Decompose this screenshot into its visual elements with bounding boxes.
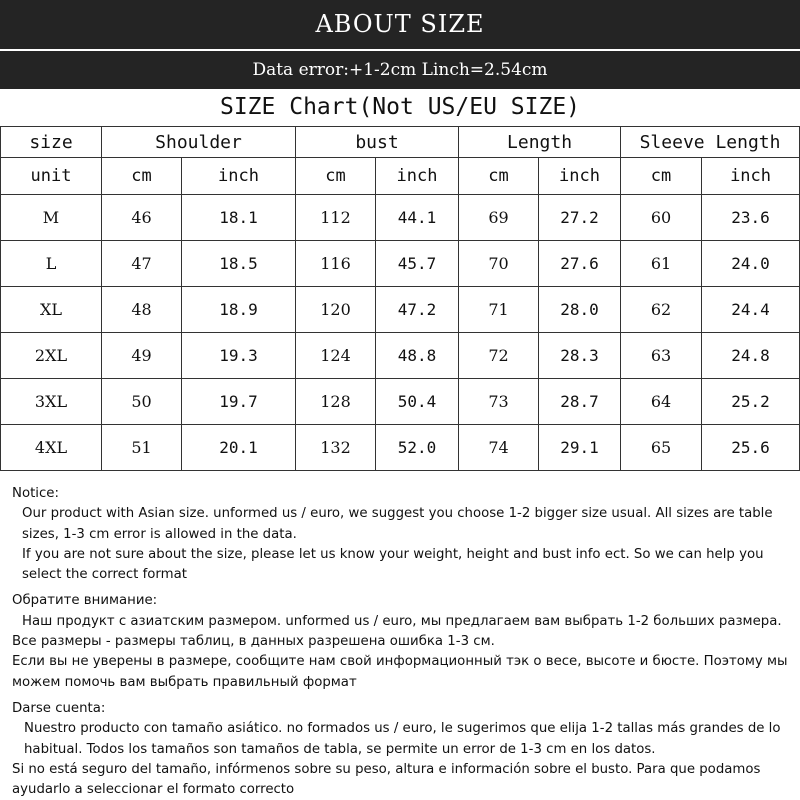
table-row (1, 425, 800, 471)
table-cell: 70 (459, 241, 539, 287)
table-cell: 128 (296, 379, 376, 425)
table-cell: 52.0 (376, 425, 459, 471)
unit-cell: cm (102, 158, 182, 195)
table-cell: 28.3 (539, 333, 621, 379)
column-header: Sleeve Length (621, 127, 800, 158)
size-cell: M (1, 195, 102, 241)
table-cell: 73 (459, 379, 539, 425)
unit-cell: inch (182, 158, 296, 195)
size-chart-title: SIZE Chart(Not US/EU SIZE) (219, 94, 581, 120)
table-cell: 71 (459, 287, 539, 333)
table-cell: 28.7 (539, 379, 621, 425)
unit-cell: cm (459, 158, 539, 195)
table-row (1, 287, 800, 333)
table-cell: 49 (102, 333, 182, 379)
table-cell: 61 (621, 241, 702, 287)
notice-paragraph: Наш продукт с азиатским размером. unformed us / euro, мы предлагаем вам выбрать 1-2 больших размера. (22, 613, 782, 629)
notice-paragraph: Si no está seguro del tamaño, infórmenos sobre su peso, altura e información sobre el busto. Para que podamos ayudarlo a seleccionar el formato correcto (12, 761, 761, 798)
notice-paragraph: Если вы не уверены в размере, сообщите нам свой информационный тэк о весе, высоте и бюсте. Поэтому мы можем помочь вам выбрать правильный формат (12, 654, 788, 690)
table-row (1, 379, 800, 425)
table-cell: 27.6 (539, 241, 621, 287)
table-cell: 64 (621, 379, 702, 425)
table-cell: 24.8 (702, 333, 800, 379)
table-cell: 24.0 (702, 241, 800, 287)
table-cell: 47.2 (376, 287, 459, 333)
unit-cell: inch (539, 158, 621, 195)
table-cell: 120 (296, 287, 376, 333)
table-cell: 51 (102, 425, 182, 471)
unit-cell: inch (702, 158, 800, 195)
unit-cell: cm (296, 158, 376, 195)
table-header-row (1, 127, 800, 158)
table-cell: 60 (621, 195, 702, 241)
table-cell: 50.4 (376, 379, 459, 425)
notice-paragraph: If you are not sure about the size, please let us know your weight, height and bust info ect. So we can help you select the correct format (22, 546, 764, 583)
about-size-banner (0, 0, 800, 89)
table-cell: 48 (102, 287, 182, 333)
table-cell: 63 (621, 333, 702, 379)
notice-heading-en: Notice: (12, 486, 59, 501)
table-cell: 69 (459, 195, 539, 241)
size-cell: 4XL (1, 425, 102, 471)
table-cell: 19.3 (182, 333, 296, 379)
size-cell: 2XL (1, 333, 102, 379)
column-header: Shoulder (102, 127, 296, 158)
notice-paragraph: Nuestro producto con tamaño asiático. no formados us / euro, le sugerimos que elija 1-2 tallas más grandes de lo habitual. Todos los tamaños son tamaños de tabla, se permite un error de 1-3 cm en los datos. (24, 721, 781, 757)
notice-heading-ru: Обратите внимание: (12, 593, 158, 609)
table-cell: 112 (296, 195, 376, 241)
table-cell: 25.6 (702, 425, 800, 471)
table-row (1, 195, 800, 241)
notice-paragraph: Our product with Asian size. unformed us / euro, we suggest you choose 1-2 bigger size usual. All sizes are table sizes, 1-3 cm error is allowed in the data. (22, 506, 773, 542)
size-cell: L (1, 241, 102, 287)
size-cell: XL (1, 287, 102, 333)
table-cell: 50 (102, 379, 182, 425)
table-cell: 25.2 (702, 379, 800, 425)
table-cell: 29.1 (539, 425, 621, 471)
table-cell: 19.7 (182, 379, 296, 425)
table-cell: 116 (296, 241, 376, 287)
table-cell: 74 (459, 425, 539, 471)
table-cell: 44.1 (376, 195, 459, 241)
table-unit-row (1, 158, 800, 195)
notice-paragraph: Все размеры - размеры таблиц, в данных разрешена ошибка 1-3 см. (12, 634, 495, 650)
table-row (1, 241, 800, 287)
table-cell: 28.0 (539, 287, 621, 333)
table-cell: 48.8 (376, 333, 459, 379)
size-cell: 3XL (1, 379, 102, 425)
banner-subtitle: Data error:+1-2cm Linch=2.54cm (0, 49, 800, 89)
size-table (0, 126, 800, 471)
notes-section (12, 484, 794, 800)
table-cell: 47 (102, 241, 182, 287)
table-row (1, 333, 800, 379)
column-header: bust (296, 127, 459, 158)
unit-cell: unit (1, 158, 102, 195)
unit-cell: cm (621, 158, 702, 195)
table-cell: 132 (296, 425, 376, 471)
table-cell: 20.1 (182, 425, 296, 471)
table-cell: 18.1 (182, 195, 296, 241)
column-header: Length (459, 127, 621, 158)
table-cell: 18.5 (182, 241, 296, 287)
banner-title: ABOUT SIZE (315, 10, 485, 38)
table-cell: 46 (102, 195, 182, 241)
table-cell: 27.2 (539, 195, 621, 241)
column-header: size (1, 127, 102, 158)
table-cell: 24.4 (702, 287, 800, 333)
table-cell: 18.9 (182, 287, 296, 333)
table-cell: 65 (621, 425, 702, 471)
unit-cell: inch (376, 158, 459, 195)
notice-heading-es: Darse cuenta: (12, 700, 106, 716)
table-cell: 62 (621, 287, 702, 333)
table-cell: 45.7 (376, 241, 459, 287)
table-cell: 23.6 (702, 195, 800, 241)
table-cell: 124 (296, 333, 376, 379)
table-cell: 72 (459, 333, 539, 379)
